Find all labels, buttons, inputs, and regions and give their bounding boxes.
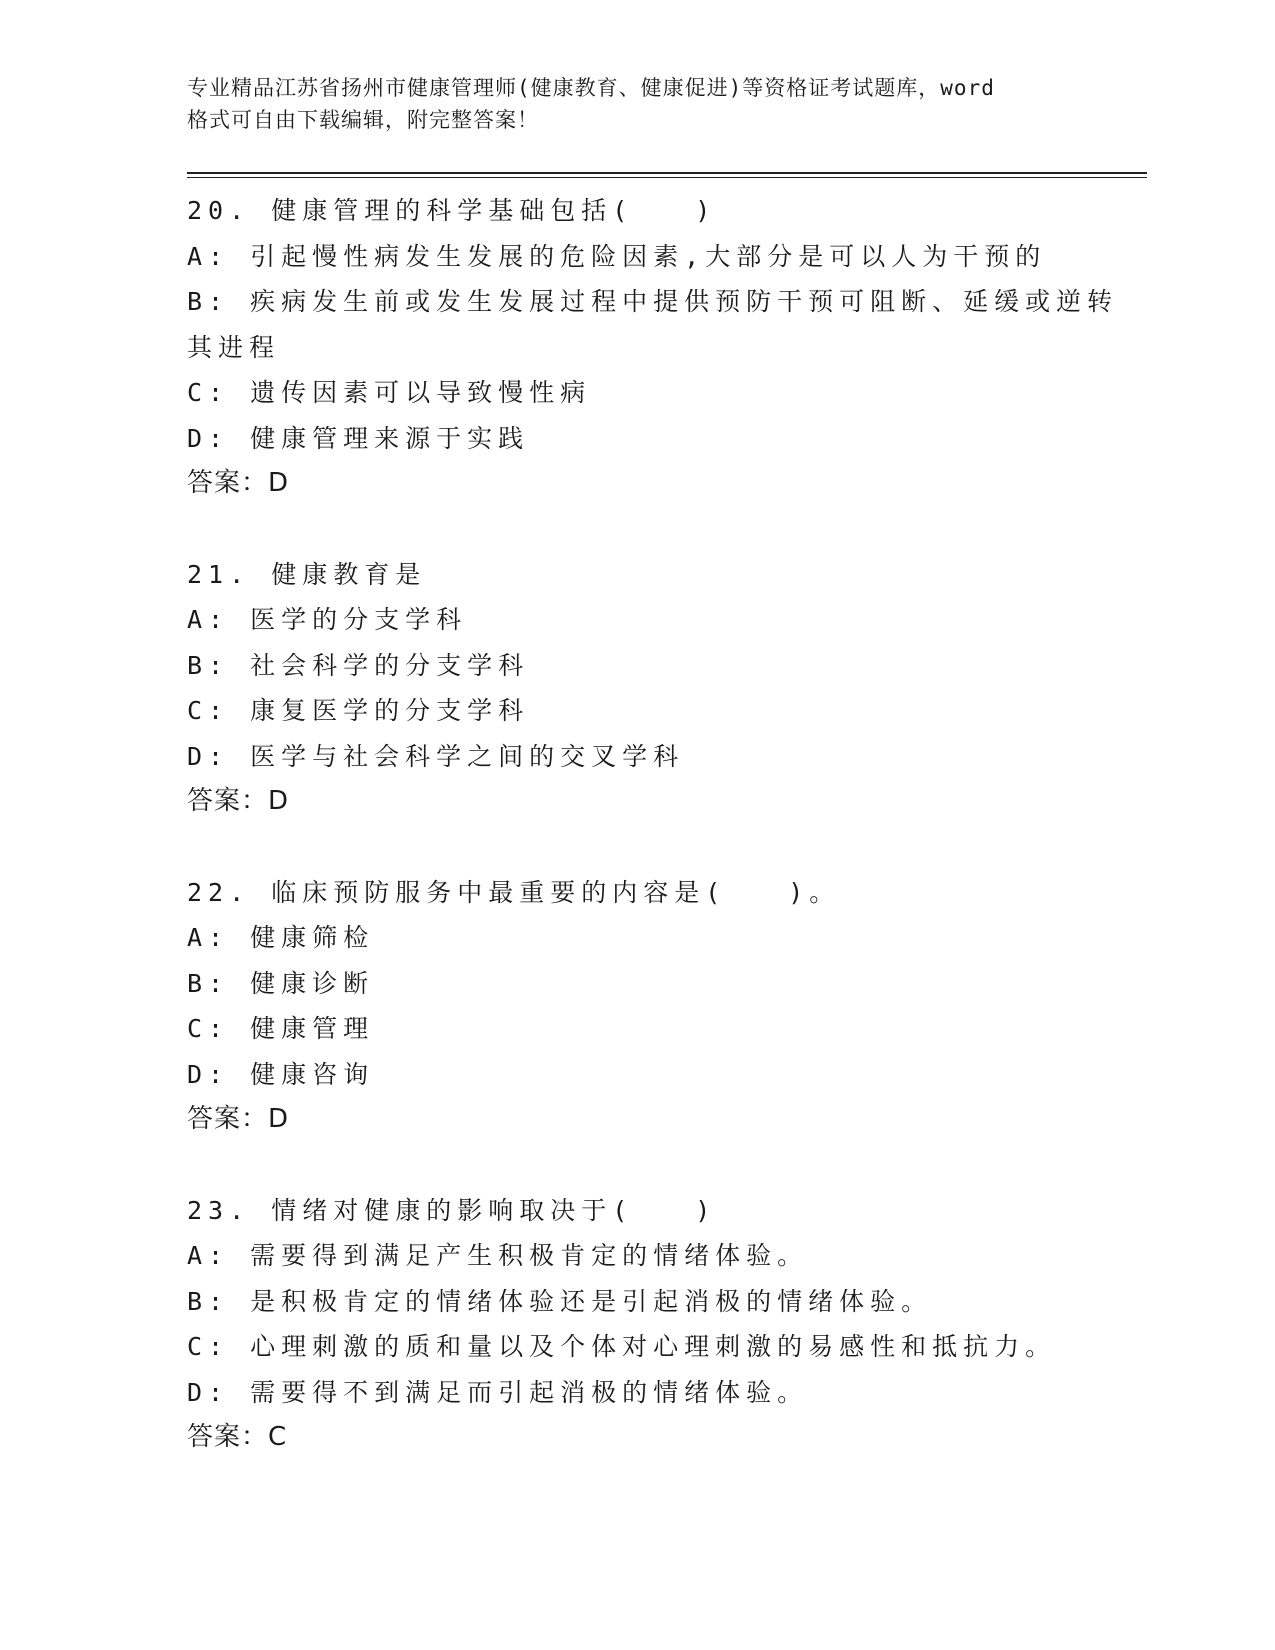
question-stem: 22. 临床预防服务中最重要的内容是( )。	[187, 877, 841, 907]
option-b: B: 健康诊断	[187, 968, 375, 998]
question-stem: 20. 健康管理的科学基础包括( )	[187, 196, 717, 225]
option-a: A: 引起慢性病发生发展的危险因素,大部分是可以人为干预的	[187, 241, 1047, 271]
option-c: C: 健康管理	[187, 1014, 375, 1043]
question-23	[187, 1188, 1147, 1461]
answer-line: 答案：C	[187, 1422, 288, 1452]
question-stem: 21. 健康教育是	[187, 559, 427, 589]
header-divider	[187, 172, 1147, 178]
option-d: D: 健康管理来源于实践	[187, 423, 530, 453]
answer-line: 答案：D	[187, 786, 290, 816]
answer-line: 答案：D	[187, 468, 290, 498]
option-d: D: 需要得不到满足而引起消极的情绪体验。	[187, 1377, 809, 1407]
question-stem: 23. 情绪对健康的影响取决于( )	[187, 1195, 717, 1225]
option-d: D: 医学与社会科学之间的交叉学科	[187, 741, 685, 771]
option-c: C: 心理刺激的质和量以及个体对心理刺激的易感性和抵抗力。	[187, 1332, 1057, 1361]
option-b: B: 疾病发生前或发生发展过程中提供预防干预可阻断、延缓或逆转其进程	[187, 287, 1119, 362]
option-a: A: 需要得到满足产生积极肯定的情绪体验。	[187, 1241, 809, 1270]
document-page	[187, 72, 1147, 1506]
option-c: C: 遗传因素可以导致慢性病	[187, 378, 592, 407]
option-a: A: 医学的分支学科	[187, 605, 468, 634]
header-line-2: 格式可自由下载编辑，附完整答案！	[187, 108, 539, 132]
option-b: B: 是积极肯定的情绪体验还是引起消极的情绪体验。	[187, 1286, 933, 1316]
option-a: A: 健康筛检	[187, 923, 375, 952]
option-d: D: 健康咨询	[187, 1059, 375, 1089]
question-22	[187, 870, 1147, 1143]
question-20	[187, 188, 1147, 507]
document-header	[187, 72, 1147, 136]
question-21	[187, 552, 1147, 825]
option-b: B: 社会科学的分支学科	[187, 650, 530, 680]
question-list	[187, 188, 1147, 1461]
answer-line: 答案：D	[187, 1104, 290, 1134]
header-line-1: 专业精品江苏省扬州市健康管理师(健康教育、健康促进)等资格证考试题库，word	[187, 76, 995, 100]
option-c: C: 康复医学的分支学科	[187, 696, 530, 725]
